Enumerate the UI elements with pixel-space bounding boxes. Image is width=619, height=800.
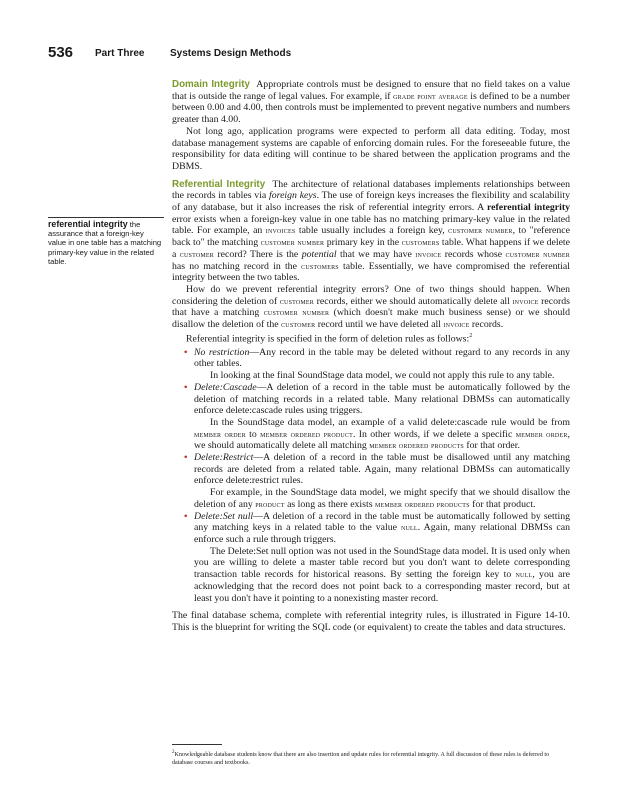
- deletion-rules-list: [172, 347, 570, 604]
- list-item: • No restriction—Any record in the table may be deleted without regard to any records in any other tables. In looking at the final SoundStage data model, we could not apply this rule to any table.: [184, 346, 570, 382]
- domain-paragraph-1: Domain Integrity Appropriate controls must be designed to ensure that no field takes on a value that is outside the range of legal values. For example, if grade point average is defined to be a number between 0.00 and 4.00, then controls must be implemented to prevent negative numbers and numbers greater than 4.00.: [172, 79, 571, 126]
- referential-paragraph-1: Referential Integrity The architecture of relational databases implements relationships between the records in tables via foreign keys. The use of foreign keys increases the flexibility and scalability of any database, but it also increases the risk of referential integrity errors. A referential integrity error exists when a foreign-key value in one table has no matching primary-key value in the related table. For example, an invoices table usually includes a foreign key, customer number, to "reference back to" the matching customer number primary key in the customers table. What happens if we delete a customer record? There is the potential that we may have invoice records whose customer number has no matching record in the customers table. Essentially, we have compromised the referential integrity between the two tables.: [172, 178, 571, 284]
- footnote-mark: 2: [172, 749, 175, 755]
- part-label: Part Three: [95, 48, 145, 59]
- list-item: • Delete:Set null—A deletion of a record in the table must be automatically followed by setting any matching keys in a related table to the value null. Again, many relational DBMSs can enforce such a rule through triggers. The Delete:Set null option was not used in the SoundStage data model. It is used only when you are willing to delete a master table record but you don't want to delete corresponding transaction table records for historical reasons. By setting the foreign key to null, you are acknowledging that the record does not point back to a corresponding master record, but at least you don't have it pointing to a nonexisting master record.: [184, 510, 570, 604]
- main-text: [172, 79, 570, 634]
- referential-heading: Referential Integrity: [172, 178, 266, 190]
- footnote-text: Knowledgeable database students know that there are also insertion and update rules for referential integrity. A full discussion of these rules is deferred to database courses and textbooks.: [172, 752, 550, 766]
- referential-paragraph-3: Referential integrity is specified in the form of deletion rules as follows:$^2$: [186, 332, 473, 345]
- margin-definition: [48, 217, 164, 266]
- bullet-icon: •: [184, 346, 188, 358]
- bullet-icon: •: [184, 381, 188, 393]
- footnote: [172, 749, 570, 767]
- page-number: 536: [48, 44, 74, 61]
- section-title: Systems Design Methods: [170, 48, 292, 59]
- domain-paragraph-2: Not long ago, application programs were expected to perform all data editing. Today, most database management systems are capable of enforcing domain rules. For the foreseeable future, the responsibility for data editing will continue to be shared between the application programs and the DBMS.: [172, 125, 570, 172]
- page-header: [48, 44, 73, 62]
- domain-heading: Domain Integrity: [172, 79, 250, 90]
- footnote-divider: [172, 744, 222, 745]
- list-item: • Delete:Cascade—A deletion of a record in the table must be automatically followed by the deletion of matching records in a related table. Many relational DBMSs can automatically enforce delete:cascade rules using triggers. In the SoundStage data model, an example of a valid delete:cascade rule would be from member order to member ordered product. In other words, if we delete a specific member order, we should automatically delete all matching member ordered products for that order.: [184, 381, 570, 452]
- referential-paragraph-2: How do we prevent referential integrity errors? One of two things should happen. When considering the deletion of customer records, either we should automatically delete all invoice records that have a matching customer number (which doesn't make much business sense) or we should disallow the deletion of the customer record until we have deleted all invoice records.: [172, 283, 570, 331]
- margin-term: referential integrity: [48, 219, 128, 229]
- list-item: • Delete:Restrict—A deletion of a record in the table must be disallowed until any matching records are deleted from a related table. Again, many relational DBMSs can automatically enforce delete:restrict rules. For example, in the SoundStage data model, we might specify that we should disallow the deletion of any product as long as there exists member ordered products for that product.: [184, 452, 570, 510]
- closing-paragraph: The final database schema, complete with referential integrity rules, is illustrated in Figure 14-10. This is the blueprint for writing the SQL code (or equivalent) to create the tables and data structures.: [172, 610, 570, 633]
- bullet-icon: •: [184, 452, 188, 464]
- margin-def: the assurance that a foreign-key value in one table has a matching primary-key value in the related table.: [48, 220, 162, 266]
- bullet-icon: •: [184, 510, 188, 522]
